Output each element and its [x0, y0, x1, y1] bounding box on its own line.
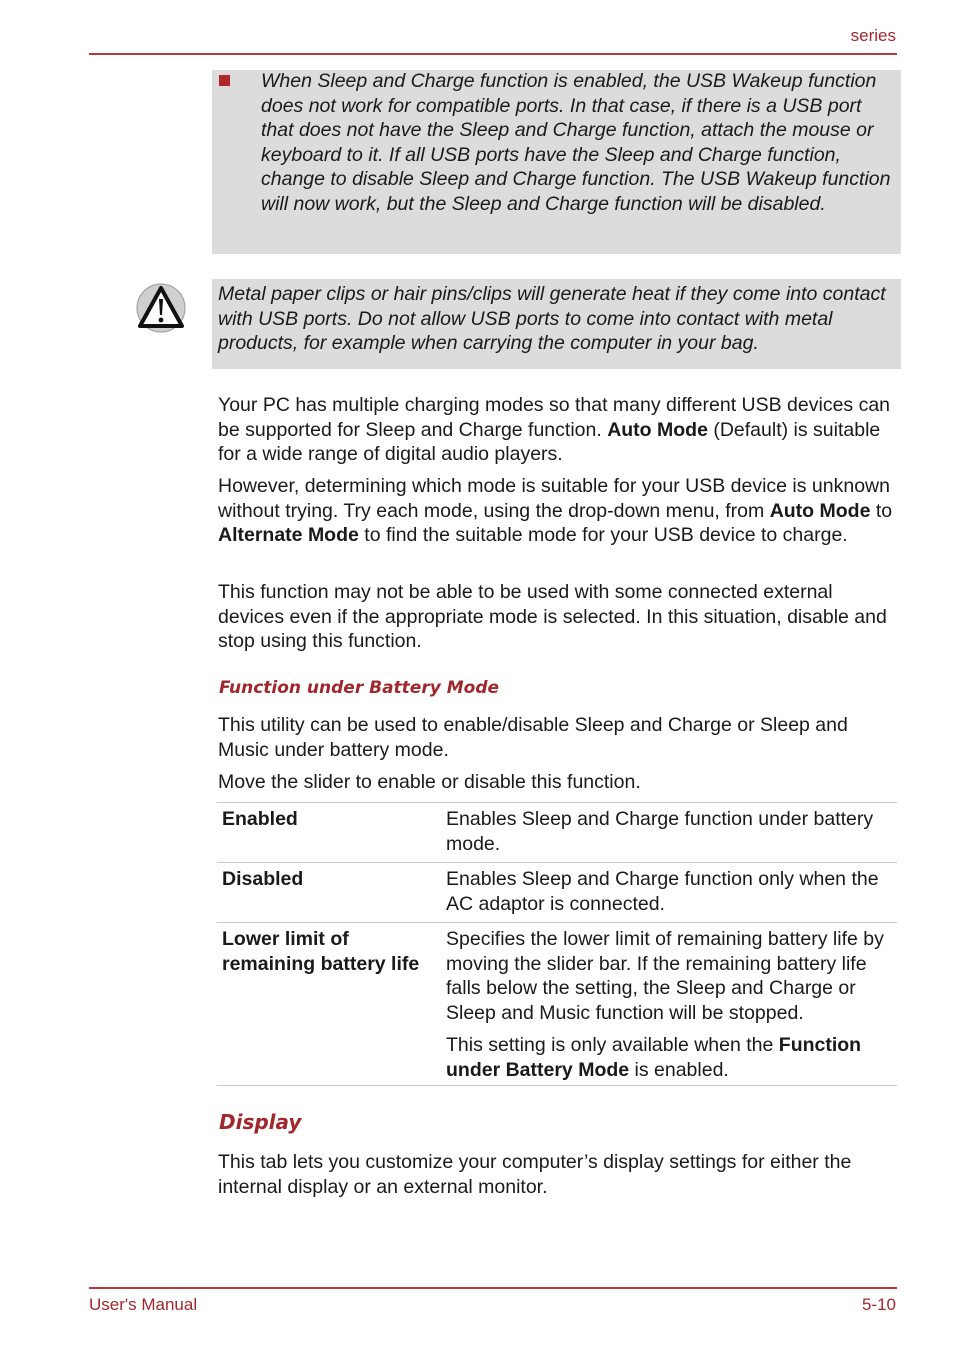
square-bullet-icon	[219, 75, 230, 86]
paragraph-limitation: This function may not be able to be used with some connected external devices even if the appropriate mode is selected. In this situation, disable and stop using this function.	[218, 581, 887, 652]
table-row	[217, 862, 897, 922]
table-term: Enabled	[222, 808, 298, 830]
note-box	[212, 70, 901, 254]
paragraph-display: This tab lets you customize your computer’s display settings for either the internal display or an external monitor.	[218, 1151, 852, 1198]
header-rule	[89, 53, 897, 55]
table-description: Enables Sleep and Charge function under battery mode.	[446, 808, 874, 855]
table-term: Lower limit of remaining battery life	[222, 928, 420, 975]
table-term: Disabled	[222, 868, 304, 890]
section-heading-display: Display	[219, 1110, 302, 1134]
footer-rule	[89, 1287, 897, 1289]
note-text: When Sleep and Charge function is enabled, the USB Wakeup function does not work for compatible ports. In that case, if there is a USB port that does not have the Sleep and Charge function, attach the mouse or keyboard to it. If all USB ports have the Sleep and Charge function, change to disable Sleep and Charge function. The USB Wakeup function will now work, but the Sleep and Charge function will be disabled.	[261, 70, 891, 215]
footer-title: User's Manual	[89, 1295, 198, 1314]
settings-table	[217, 802, 897, 1086]
table-description: Specifies the lower limit of remaining battery life by moving the slider bar. If the remaining battery life falls below the setting, the Sleep and Charge or Sleep and Music function will be stopped. This setting is only available when the Function under Battery Mode is enabled.	[446, 927, 896, 1082]
caution-triangle-icon	[135, 282, 187, 334]
caution-text: Metal paper clips or hair pins/clips will generate heat if they come into contact with USB ports. Do not allow USB ports to come into contact with metal products, for example when carrying the computer in your bag.	[218, 283, 886, 354]
paragraph-charging-modes: Your PC has multiple charging modes so that many different USB devices can be supported for Sleep and Charge function. Auto Mode (Default) is suitable for a wide range of digital audio players.	[218, 394, 891, 465]
paragraph-slider: Move the slider to enable or disable this function.	[218, 771, 641, 793]
paragraph-mode-selection: However, determining which mode is suitable for your USB device is unknown without trying. Try each mode, using the drop-down menu, from Auto Mode to Alternate Mode to find the suitable mode for your USB device to charge.	[218, 475, 893, 546]
page-number: 5-10	[861, 1295, 896, 1314]
paragraph-battery-utility: This utility can be used to enable/disable Sleep and Charge or Sleep and Music under battery mode.	[218, 714, 848, 761]
table-note: This setting is only available when the Function under Battery Mode is enabled.	[446, 1034, 862, 1081]
table-description: Enables Sleep and Charge function only when the AC adaptor is connected.	[446, 868, 879, 915]
table-row	[217, 922, 897, 1086]
table-row	[217, 802, 897, 862]
section-heading-battery-mode: Function under Battery Mode	[219, 678, 500, 698]
running-header: series	[850, 26, 896, 45]
caution-box	[212, 279, 901, 369]
